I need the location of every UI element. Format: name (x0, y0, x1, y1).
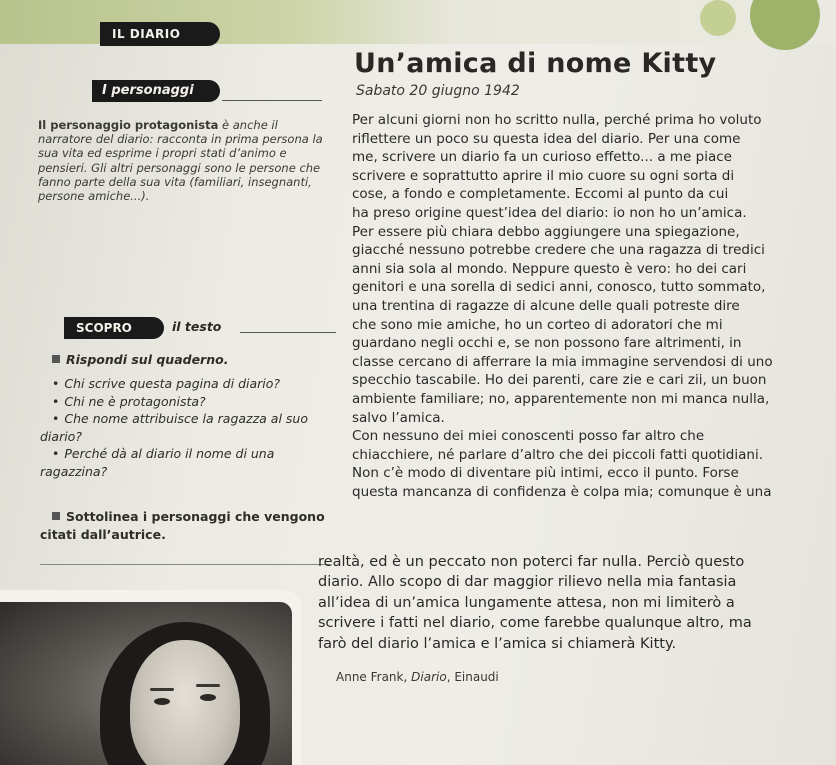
text-line: realtà, ed è un peccato non poterci far nulla. Perciò questo (318, 554, 745, 570)
divider (240, 332, 336, 333)
text-line: chiacchiere, né parlare d’altro che dei piccoli fatti quotidiani. (352, 446, 763, 463)
page-title: Un’amica di nome Kitty (354, 48, 717, 79)
text-line: giacché nessuno potrebbe credere che una ragazza di tredici (352, 242, 765, 259)
text-line: cose, a fondo e completamente. Eccomi al punto da cui (352, 186, 729, 203)
question-item: • Che nome attribuisce la ragazza al suo diario? (40, 410, 330, 445)
author-name: Anne Frank, (336, 670, 408, 684)
divider (222, 100, 322, 101)
sidebar-note (38, 118, 328, 203)
text-line: anni sia sola al mondo. Neppure questo è vero: ho dei cari (352, 260, 747, 277)
personaggi-tag: I personaggi (92, 80, 220, 102)
questions-list (40, 375, 330, 480)
diary-date: Sabato 20 giugno 1942 (356, 83, 520, 99)
sidebar-body: è anche il narratore del diario: racconta in prima persona la sua vita ed esprime i propri stati d’animo e pensieri. Gli altri personaggi sono le persone che fanno parte della sua vita (familiari, insegnanti, persone amiche...). (38, 118, 323, 204)
portrait-brow (196, 684, 220, 687)
question-item: • Chi scrive questa pagina di diario? (40, 375, 330, 393)
text-line: scrivere i fatti nel diario, come farebbe qualunque altro, ma (318, 615, 752, 632)
section-tag: IL DIARIO (100, 22, 220, 46)
text-line: Con nessuno dei miei conoscenti posso far altro che (352, 428, 705, 445)
question-item: • Perché dà al diario il nome di una ragazzina? (40, 445, 330, 480)
task-label: Rispondi sul quaderno. (66, 352, 229, 367)
scopro-label: il testo (172, 319, 222, 334)
task-underline (40, 508, 330, 544)
text-line: diario. Allo scopo di dar maggior rilievo nella mia fantasia (318, 574, 737, 591)
portrait-brow (150, 688, 174, 691)
text-line: Non c’è modo di diventare più intimi, ecco il punto. Forse (352, 465, 739, 482)
sidebar-lead: Il personaggio protagonista (38, 118, 219, 132)
text-line: salvo l’amica. (352, 409, 445, 426)
diary-text (352, 111, 792, 501)
text-line: Per alcuni giorni non ho scritto nulla, perché prima ho voluto (352, 112, 762, 128)
text-line: me, scrivere un diario fa un curioso effetto... a me piace (352, 149, 732, 166)
text-line: classe cercano di afferrare la mia immagine servendosi di uno (352, 353, 773, 370)
text-line: riflettere un poco su questa idea del diario. Per una come (352, 130, 741, 147)
text-line: all’idea di un’amica lungamente attesa, non mi limiterò a (318, 594, 735, 611)
text-line: specchio tascabile. Ho dei parenti, care zie e cari zii, un buon (352, 372, 767, 389)
portrait-photo (0, 602, 292, 765)
text-line: guardano negli occhi e, se non possono fare altrimenti, in (352, 335, 742, 352)
diary-text-lower (318, 552, 798, 654)
text-line: Per essere più chiara debbo aggiungere una spiegazione, (352, 223, 740, 240)
portrait-face (130, 640, 240, 765)
text-line: una trentina di ragazze di alcune delle quali potreste dire (352, 297, 740, 314)
text-line: scrivere e soprattutto aprire il mio cuore su ogni sorta di (352, 167, 735, 184)
portrait-eye (154, 698, 170, 705)
portrait-eye (200, 694, 216, 701)
text-line: questa mancanza di confidenza è colpa mia; comunque è una (352, 483, 772, 500)
decorative-circle (700, 0, 736, 36)
task-answer (52, 352, 228, 367)
publisher: , Einaudi (446, 670, 499, 684)
divider (40, 564, 330, 565)
text-line: che sono mie amiche, ho un corteo di adoratori che mi (352, 316, 723, 333)
question-item: • Chi ne è protagonista? (40, 393, 330, 411)
square-bullet-icon (52, 355, 60, 363)
text-line: genitori e una sorella di sedici anni, conosco, tutto sommato, (352, 279, 766, 296)
text-line: ambiente familiare; no, apparentemente non mi manca nulla, (352, 390, 770, 407)
task-label: Sottolinea i personaggi che vengono citati dall’autrice. (40, 509, 325, 542)
text-line: farò del diario l’amica e l’amica si chiamerà Kitty. (318, 635, 677, 652)
scopro-tag: SCOPRO (64, 317, 164, 339)
source-citation (336, 670, 499, 684)
square-bullet-icon (52, 512, 60, 520)
book-title: Diario (411, 670, 447, 684)
text-line: ha preso origine quest’idea del diario: io non ho un’amica. (352, 204, 747, 221)
